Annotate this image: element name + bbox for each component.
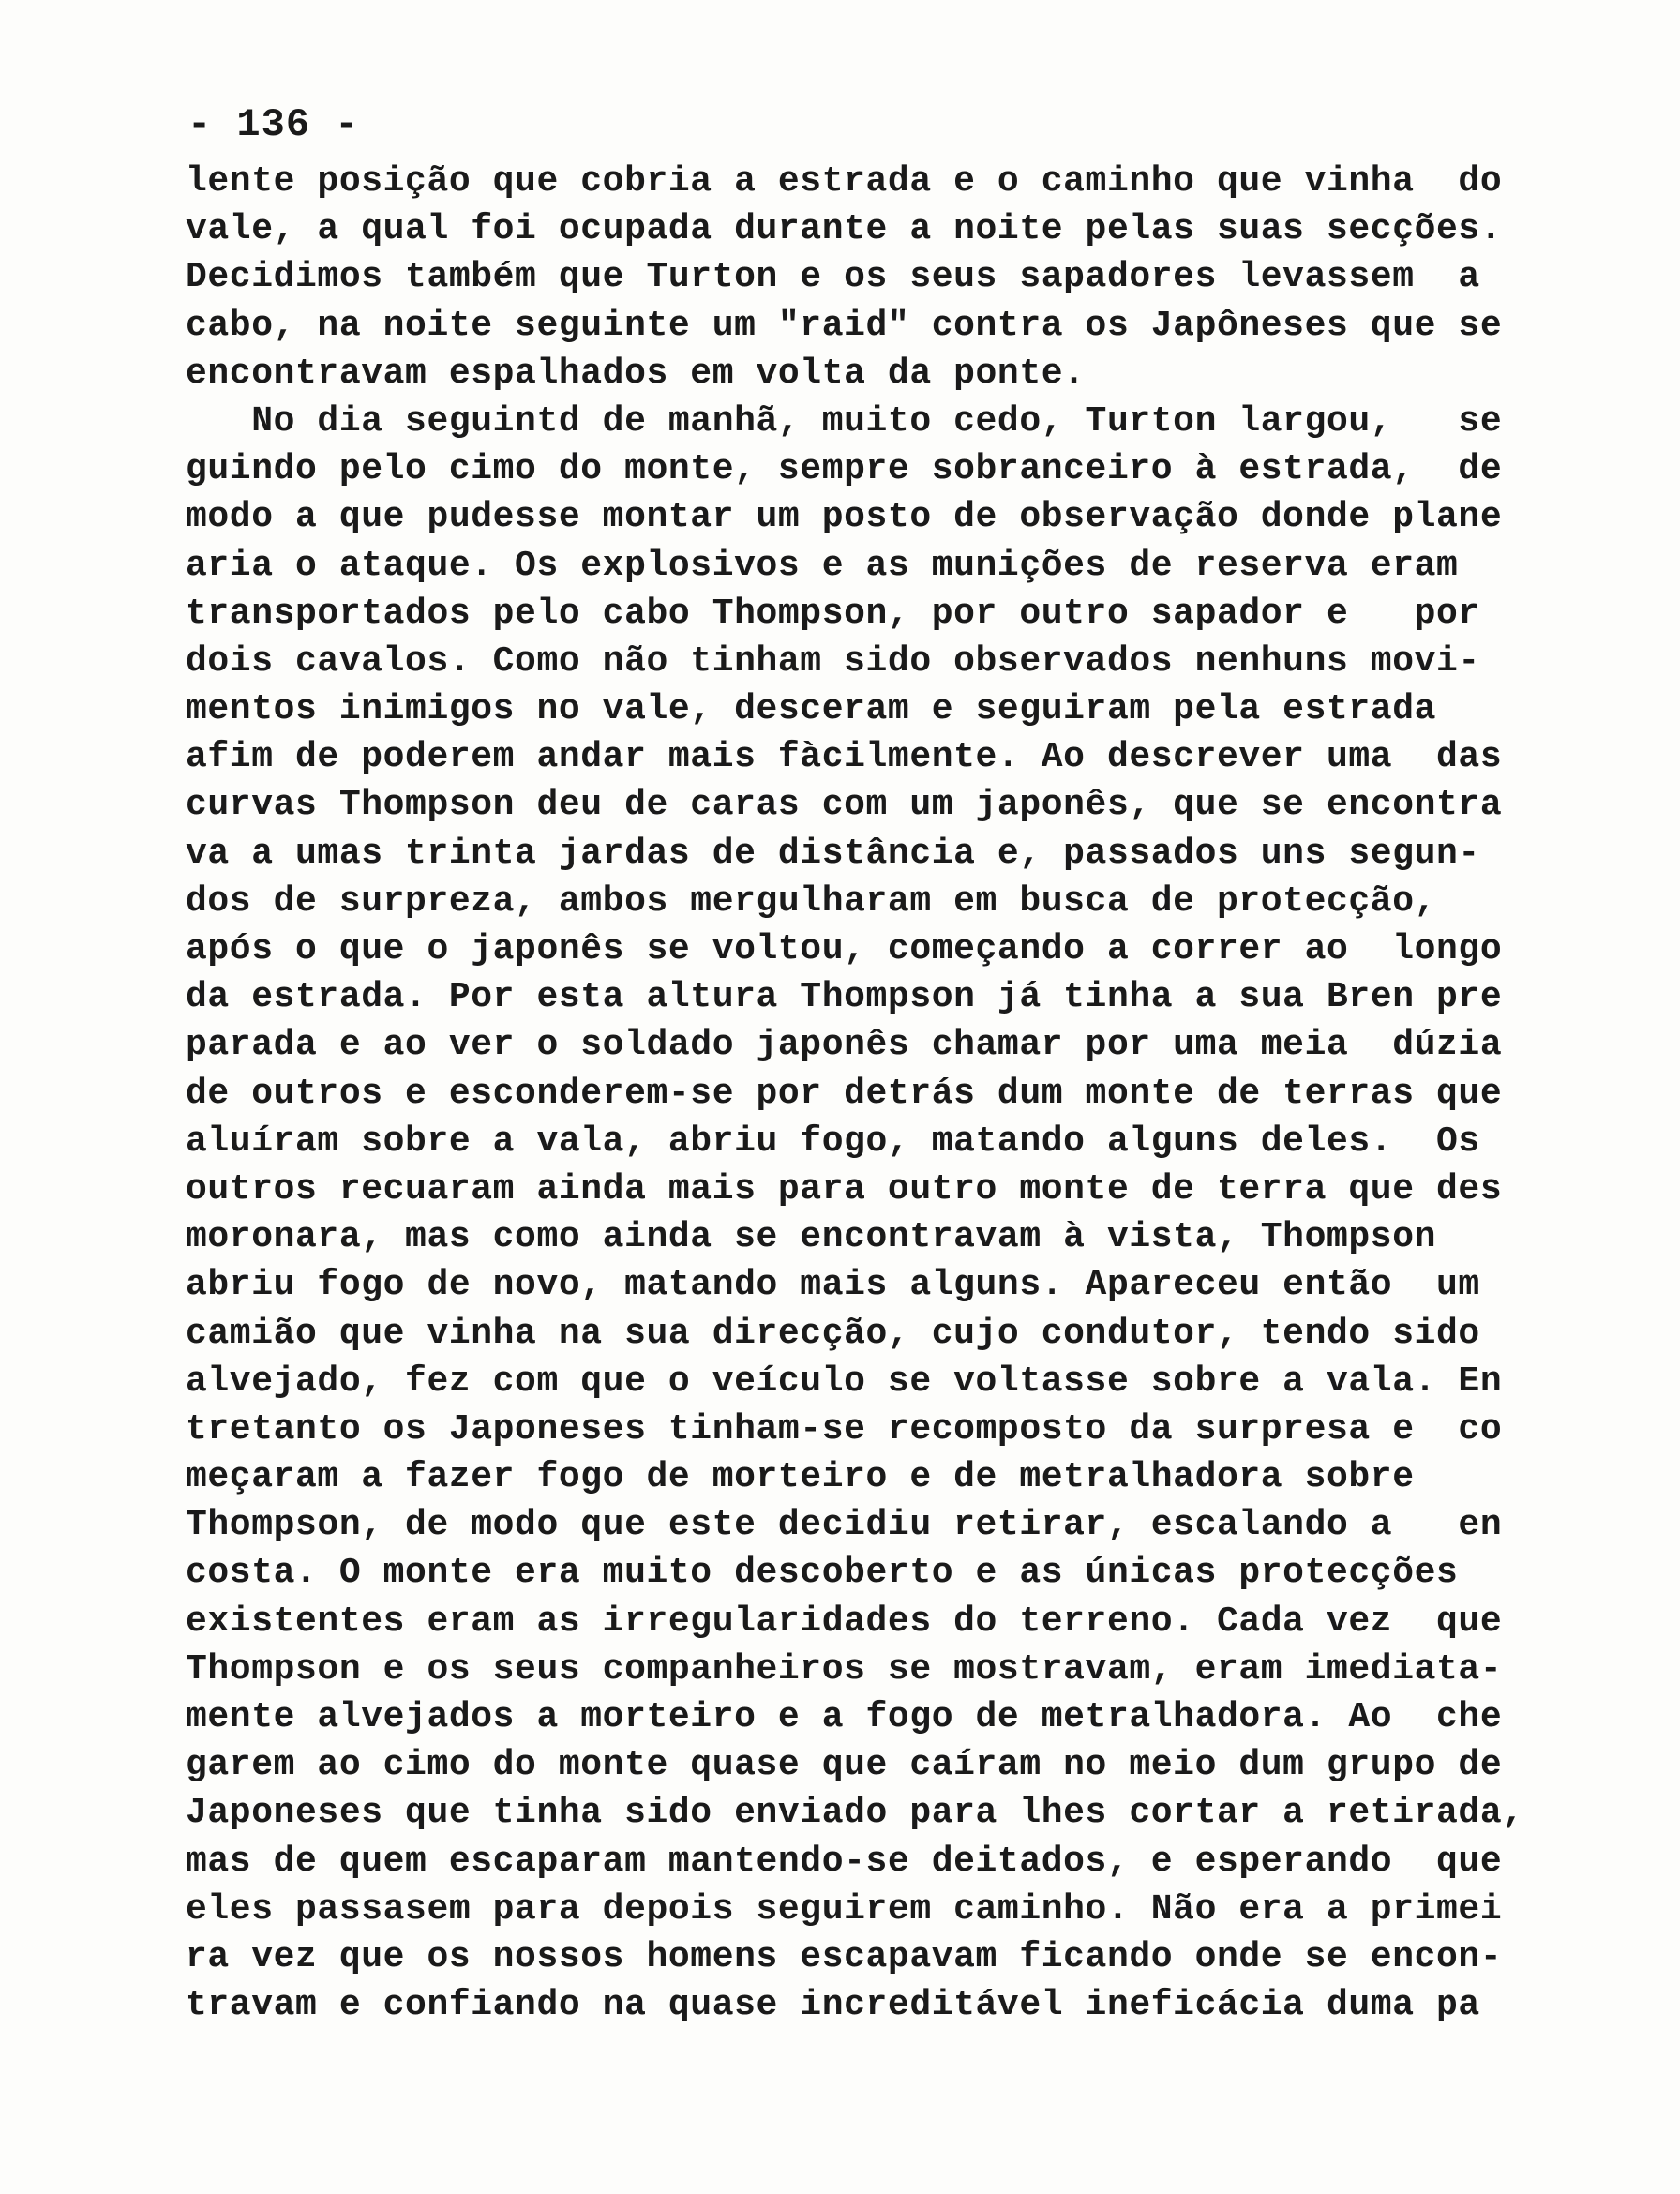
text-line: alvejado, fez com que o veículo se voltasse sobre a vala. En [186, 1360, 1503, 1402]
text-line: parada e ao ver o soldado japonês chamar por uma meia dúzia [186, 1025, 1503, 1066]
text-line: abriu fogo de novo, matando mais alguns. Apareceu então um [186, 1265, 1480, 1306]
text-line: aria o ataque. Os explosivos e as munições de reserva eram [186, 545, 1459, 586]
text-line: modo a que pudesse montar um posto de observação donde plane [186, 497, 1503, 538]
text-line: No dia seguintd de manhã, muito cedo, Turton largou, se [186, 400, 1503, 442]
text-line: Decidimos também que Turton e os seus sapadores levassem a [186, 257, 1480, 298]
text-line: da estrada. Por esta altura Thompson já tinha a sua Bren pre [186, 977, 1503, 1018]
text-line: transportados pelo cabo Thompson, por outro sapador e por [186, 593, 1480, 634]
text-line: Thompson, de modo que este decidiu retirar, escalando a en [186, 1505, 1503, 1546]
text-line: guindo pelo cimo do monte, sempre sobranceiro à estrada, de [186, 449, 1503, 490]
text-line: moronara, mas como ainda se encontravam à vista, Thompson [186, 1217, 1437, 1258]
page-number: - 136 - [188, 102, 360, 147]
text-line: meçaram a fazer fogo de morteiro e de metralhadora sobre [186, 1457, 1415, 1498]
text-line: de outros e esconderem-se por detrás dum monte de terras que [186, 1073, 1503, 1114]
text-line: afim de poderem andar mais fàcilmente. Ao descrever uma das [186, 737, 1503, 778]
text-line: camião que vinha na sua direcção, cujo condutor, tendo sido [186, 1313, 1480, 1354]
text-line: mente alvejados a morteiro e a fogo de metralhadora. Ao che [186, 1697, 1503, 1737]
text-line: vale, a qual foi ocupada durante a noite pelas suas secções. [186, 209, 1503, 250]
text-line: dos de surpreza, ambos mergulharam em busca de protecção, [186, 880, 1437, 922]
text-line: garem ao cimo do monte quase que caíram no meio dum grupo de [186, 1745, 1503, 1786]
text-line: eles passasem para depois seguirem caminho. Não era a primei [186, 1888, 1503, 1930]
text-line: mentos inimigos no vale, desceram e seguiram pela estrada [186, 689, 1437, 730]
text-line: Japoneses que tinha sido enviado para lhes cortar a retirada, [186, 1793, 1524, 1834]
text-line: encontravam espalhados em volta da ponte. [186, 353, 1086, 394]
text-line: va a umas trinta jardas de distância e, passados uns segun- [186, 833, 1480, 874]
text-line: ra vez que os nossos homens escapavam ficando onde se encon- [186, 1936, 1503, 1977]
text-line: cabo, na noite seguinte um "raid" contra os Japôneses que se [186, 305, 1503, 346]
body-text [186, 158, 1592, 2029]
text-line: aluíram sobre a vala, abriu fogo, matando alguns deles. Os [186, 1120, 1480, 1162]
text-line: costa. O monte era muito descoberto e as únicas protecções [186, 1553, 1459, 1594]
text-line: curvas Thompson deu de caras com um japonês, que se encontra [186, 785, 1503, 826]
text-line: tretanto os Japoneses tinham-se recomposto da surpresa e co [186, 1408, 1503, 1450]
text-line: dois cavalos. Como não tinham sido observados nenhuns movi- [186, 640, 1480, 682]
text-line: outros recuaram ainda mais para outro monte de terra que des [186, 1168, 1503, 1210]
text-line: após o que o japonês se voltou, começando a correr ao longo [186, 929, 1503, 969]
text-line: travam e confiando na quase increditável ineficácia duma pa [186, 1985, 1480, 2026]
text-line: Thompson e os seus companheiros se mostravam, eram imediata- [186, 1648, 1503, 1690]
text-line: lente posição que cobria a estrada e o caminho que vinha do [186, 161, 1503, 202]
text-line: existentes eram as irregularidades do terreno. Cada vez que [186, 1600, 1503, 1642]
text-line: mas de quem escaparam mantendo-se deitados, e esperando que [186, 1841, 1503, 1882]
